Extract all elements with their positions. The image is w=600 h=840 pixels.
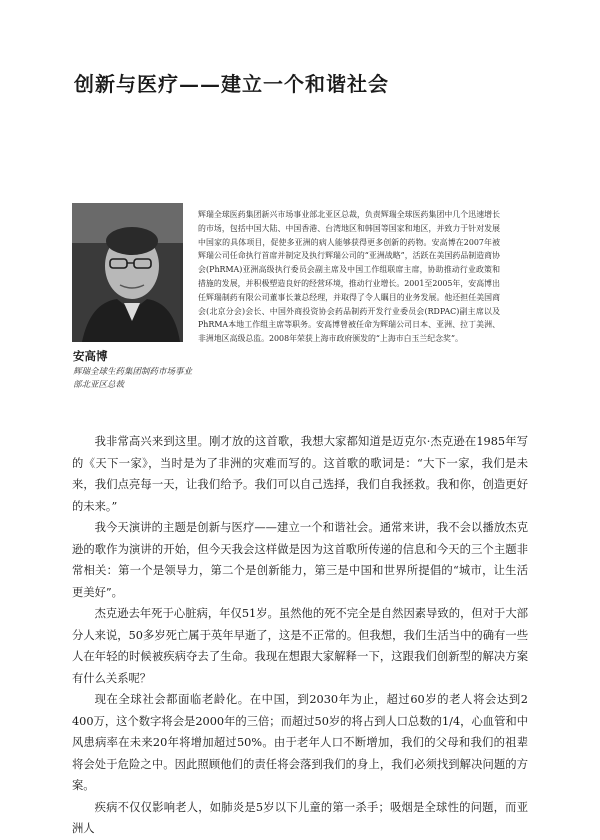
- speaker-bio: 辉瑞全球医药集团新兴市场事业部北亚区总裁，负责辉瑞全球医药集团中几个迅速增长的市场，包括中国大陆、中国香港、台湾地区和韩国等国家和地区，并致力于针对发展中国家的具体项目，促使多亚洲的病人能够获得更多创新的药物。安高博在2007年被辉瑞公司任命执行首席并制定及执行辉瑞公司的“亚洲战略”，活跃在美国药品制造商协会(PhRMA)亚洲高级执行委员会副主席及中国工作组联席主席，协助推动行业政策和措施的发展，并积极塑造良好的经营环境，推动行业增长。2001至2005年，安高博出任辉瑞制药有限公司董事长兼总经理，并取得了令人瞩目的业务发展。他还担任美国商会(北京分会)会长、中国外商投资协会药品制药开发行业委员会(RDPAC)副主席以及PhRMA本地工作组主席等职务。安高博曾被任命为辉瑞公司日本、亚洲、拉丁美洲、非洲地区高级总监。2008年荣获上海市政府颁发的“上海市白玉兰纪念奖”。: [198, 210, 500, 344]
- body-paragraph: 现在全球社会都面临老龄化。在中国，到2030年为止，超过60岁的老人将会达到2 400万，这个数字将会是2000年的三倍；而超过50岁的将占到人口总数的1/4，心血管和中风患病率在未来20年将增加超过50%。由于老年人口不断增加，我们的父母和我们的祖辈将会处于危险之中。因此照顾他们的责任将会落到我们的身上，我们必须找到解决问题的方案。: [72, 693, 528, 792]
- body-paragraph: 我非常高兴来到这里。刚才放的这首歌，我想大家都知道是迈克尔·杰克逊在1985年写的《天下一家》，当时是为了非洲的灾难而写的。这首歌的歌词是：“大下一家，我们是未来，我们点亮每一天，让我们给予。我们可以自己选择，我们自我拯救。我和你，创造更好的未来。”: [72, 435, 528, 513]
- article-body: [72, 431, 528, 840]
- speaker-title: 辉瑞全球生药集团制药市场事业部北亚区总裁: [73, 367, 193, 390]
- body-paragraph: 我今天演讲的主题是创新与医疗——建立一个和谐社会。通常来讲，我不会以播放杰克逊的歌作为演讲的开始，但今天我会这样做是因为这首歌所传递的信息和今天的三个主题非常相关：第一个是领导力，第二个是创新能力，第三是中国和世界所提倡的“城市，让生活更美好”。: [72, 521, 528, 599]
- speaker-name: 安高博: [73, 349, 108, 363]
- body-paragraph: 杰克逊去年死于心脏病，年仅51岁。虽然他的死不完全是自然因素导致的，但对于大部分人来说，50多岁死亡属于英年早逝了，这是不正常的。但我想，我们生活当中的确有一些人在年轻的时候被疾病夺去了生命。我现在想跟大家解释一下，这跟我们创新型的解决方案有什么关系呢？: [72, 607, 528, 685]
- article-title: 创新与医疗——建立一个和谐社会: [74, 72, 389, 96]
- body-paragraph: 疾病不仅仅影响老人，如肺炎是5岁以下儿童的第一杀手；吸烟是全球性的问题，而亚洲人: [72, 800, 528, 835]
- speaker-photo: [72, 203, 183, 342]
